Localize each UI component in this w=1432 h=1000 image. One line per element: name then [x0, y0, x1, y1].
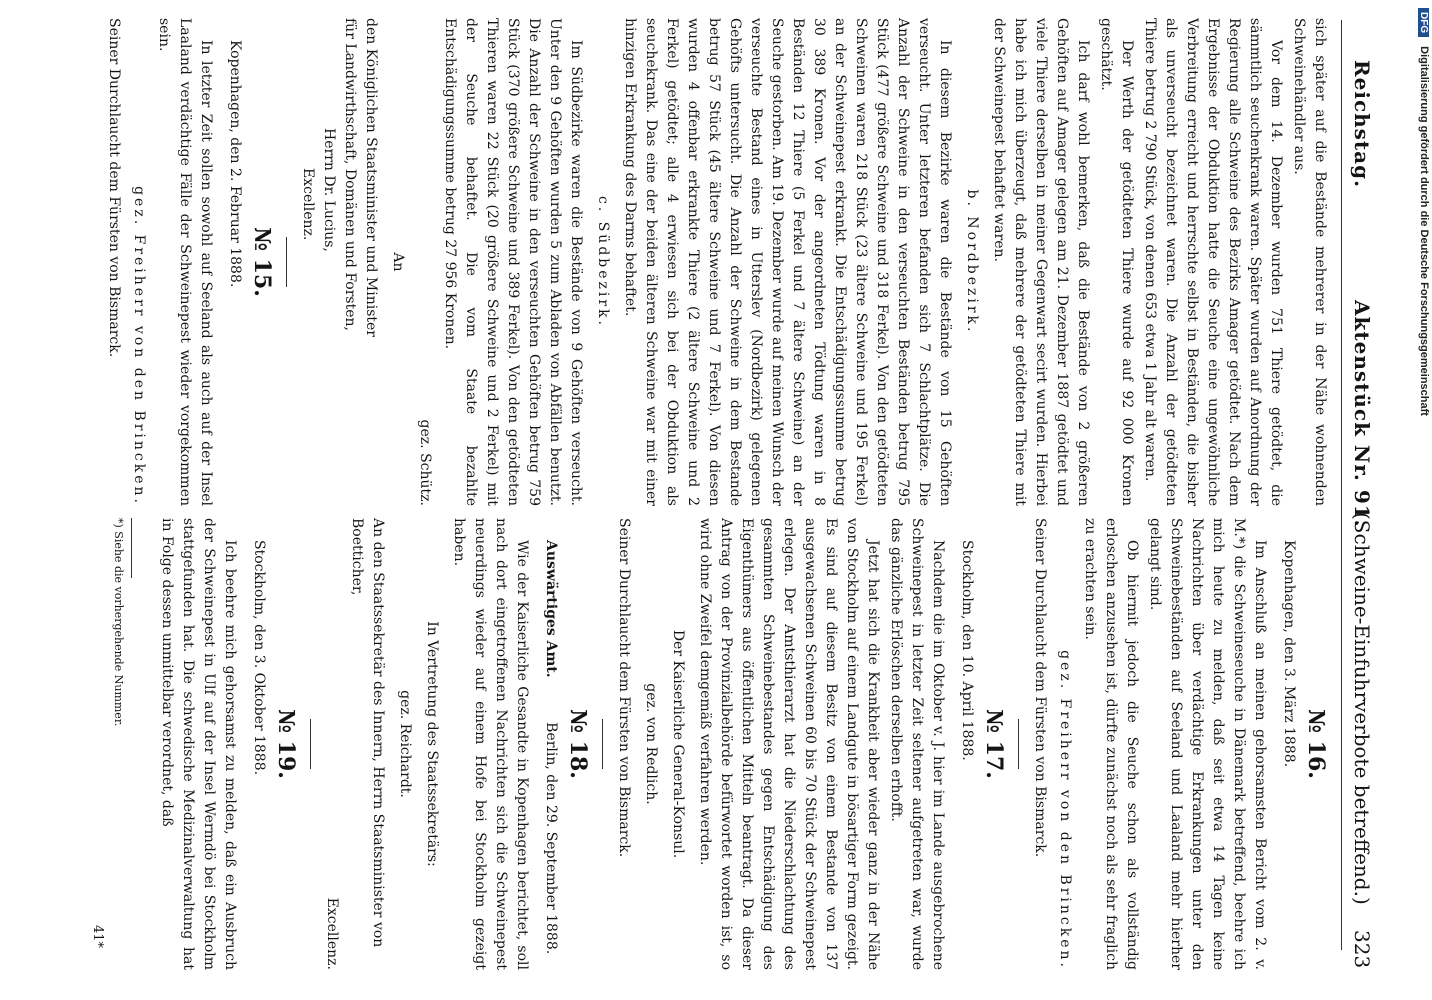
paragraph: Im Anschluß an meinen gehorsamsten Bericht vom 2. v. M.*) die Schweineseuche in Dänemark betreffend, beehre ich mich heute zu melden, daß seit etwa 14 Tagen keine Nachrichten über verdächtige Erkrankungen unter den Schweinebeständen auf Seeland und Laaland mehr hierher gelangt sind. — [1147, 518, 1268, 970]
address-line: für Landwirthschaft, Domänen und Forsten, — [342, 18, 358, 331]
paragraph: Wie der Kaiserliche Gesandte in Kopenhagen berichtet, soll nach dort eingetroffenen Nachrichten sich die Schweinepest neuerdings wieder auf einem Hofe bei Stockholm gezeigt haben. — [451, 518, 530, 970]
paragraph: Jetzt hat sich die Krankheit aber wieder ganz in der Nähe von Stockholm auf einem Landgute in bösartiger Form gezeigt. Es sind auf diesem Besitz von einem Bestande von 137 ausgewachsenen Schweinen 60 bis 70 Stück der Schweinepest erlegen. Der Amtsthierarzt hat die Niederschlachtung des gesammten Schweinebestandes gegen Entschädigung des Eigenthümers aus öffentlichen Mitteln beantragt. Da dieser Antrag von der Provinzialbehörde befürwortet worden ist, so wird ohne Zweifel demgemäß verfahren werden. — [697, 518, 881, 970]
dfg-logo: DFG — [1418, 8, 1429, 37]
right-column — [154, 518, 1330, 970]
page-header — [1336, 0, 1384, 1000]
dateline: Kopenhagen, den 2. Februar 1888. — [227, 40, 243, 288]
separator — [310, 719, 311, 769]
digitization-notice — [1410, 8, 1430, 998]
address-block — [297, 18, 408, 506]
paragraph: In letzter Zeit sollen sowohl auf Seeland als auch auf der Insel Laaland verdächtige Fälle der Schweinepest wieder vorgekommen sein. — [156, 18, 214, 506]
document-number: № 17. — [981, 709, 1007, 779]
paragraph: Ob hiermit jedoch die Seuche schon als vollständig erloschen anzusehen ist, dürfte zunächst noch als sehr fraglich zu erachten sein. — [1082, 518, 1140, 970]
paragraph: sich später auf die Bestände mehrerer in der Nähe wohnenden Schweinehändler aus. — [1291, 18, 1328, 506]
signature: In Vertretung des Staatssekretärs: — [424, 621, 440, 867]
header-rule — [1341, 20, 1342, 950]
signature: gez. von Redlich. — [643, 683, 659, 805]
addressee: Seiner Durchlaucht dem Fürsten von Bismarck. — [616, 518, 632, 858]
paragraph: Im Südbezirke waren die Bestände von 9 Gehöften verseucht. Unter den 9 Gehöften wurden 5 zum Abladen von Abfällen benutzt. Die Anzahl der Schweine in den verseuchten Gehöften betrug 759 Stück (370 größere Schweine und 389 Ferkel). Von den getödteten Thieren waren 22 Stück (20 größere Schweine und 2 Ferkel) mit der Seuche behaftet. Die vom Staate bezahlte Entschädigungssumme betrug 27 956 Kronen. — [442, 18, 584, 506]
addressee: Seiner Durchlaucht dem Fürsten von Bismarck. — [106, 18, 122, 358]
addressee-title: Excellenz. — [324, 897, 340, 970]
addressee: Seiner Durchlaucht dem Fürsten von Bismarck. — [1032, 518, 1048, 858]
header-title: Aktenstück Nr. 91. — [1350, 300, 1374, 528]
separator — [286, 237, 287, 287]
address-line: Herrn Dr. Lucius, — [321, 128, 337, 252]
footnote: *) Siehe die vorhergehende Nummer. — [112, 518, 125, 727]
signature: gez. Freiherr von den Brincken. — [131, 186, 147, 506]
separator — [602, 719, 603, 769]
section-heading: b. Nordbezirk. — [964, 189, 980, 335]
address-line: den Königlichen Staatsminister und Minister — [363, 18, 379, 337]
office-name: Auswärtiges Amt. — [543, 540, 559, 678]
page-number: 323 — [1350, 930, 1374, 969]
paragraph: Vor dem 14. Dezember wurden 751 Thiere getödtet, die sämmtlich seuchenkrank waren. Später wurden auf Anordnung der Regierung alle Schweine des Bezirks Amager getödtet. Nach dem Ergebnisse der Obduktion hatte die Seuche eine ungewöhnliche Verbreitung erreicht und herrschte selbst in Beständen, die bisher als unverseucht bezeichnet waren. Die Anzahl der getödteten Thiere betrug 2 790 Stück, von denen 653 etwa 1 Jahr alt waren. — [1142, 18, 1284, 506]
signature: gez. Reichardt. — [397, 690, 413, 798]
paragraph: Nachdem die im Oktober v. J. hier im Lande ausgebrochene Schweinepest in letzter Zeit seltener aufgetreten war, wurde das gänzliche Erlöschen derselben erhofft. — [888, 518, 946, 970]
dateline — [540, 518, 561, 970]
section-heading: c. Südbezirk. — [595, 195, 611, 329]
dateline: Stockholm, den 10. April 1888. — [959, 540, 975, 761]
paragraph: Ich darf wohl bemerken, daß die Bestände von 2 größeren Gehöften auf Amager gelegen am 21. Dezember 1887 getödtet und viele Thiere derselben in meiner Gegenwart secirt wurden. Hierbei habe ich mich überzeugt, daß mehrere der getödteten Thiere mit der Schweinepest behaftet waren. — [991, 18, 1091, 506]
dateline: Kopenhagen, den 3. März 1888. — [1281, 540, 1297, 768]
address-line: Excellenz. — [300, 168, 316, 241]
left-column — [103, 18, 1330, 506]
header-topic: (Schweine-Einfuhrverbote betreffend.) — [1350, 512, 1374, 905]
date-text: Berlin, den 29. September 1888. — [543, 722, 559, 955]
footnote-rule — [131, 518, 132, 578]
signature: gez. Freiherr von den Brincken. — [1057, 650, 1073, 970]
dateline: Stockholm, den 3. Oktober 1888. — [251, 540, 267, 776]
document-number: № 16. — [1303, 709, 1329, 779]
header-ref: Reichstag. — [1350, 60, 1374, 189]
signature: Der Kaiserliche General-Konsul. — [670, 629, 686, 859]
paragraph: Ich beehre mich gehorsamst zu melden, daß ein Ausbruch der Schweinepest in Ulf auf der Insel Wermdö bei Stockholm stattgefunden hat. Die schwedische Medizinalverwaltung hat in Folge dessen unmittelbar verordnet, daß — [159, 518, 238, 970]
document-number: № 19. — [273, 709, 299, 779]
digitization-notice-text — [1410, 8, 1430, 998]
paragraph: In diesem Bezirke waren die Bestände von 15 Gehöften verseucht. Unter letzteren befanden sich 7 Schlachtplätze. Die Anzahl der Schweine in den verseuchten Beständen betrug 795 Stück (477 größere Schweine und 318 Ferkel). Von den getödteten Schweinen waren 218 Stück (23 ältere Schweine und 195 Ferkel) an der Schweinepest erkrankt. Die Entschädigungssumme betrug 30 389 Kronen. Vor der angeordneten Tödtung waren in 8 Beständen 12 Thiere (5 Ferkel und 7 ältere Schweine) an der Seuche gestorben. Am 19. Dezember wurde auf meinen Wunsch der verseuchte Bestand eines in Utterslev (Nordbezirk) gelegenen Gehöfts untersucht. Die Anzahl der Schweine in dem Bestande betrug 57 Stück (45 ältere Schweine und 7 Ferkel). Von diesen wurden 4 offenbar erkrankte Thiere (2 ältere Schweine und 2 Ferkel) getödtet; alle 4 erwiesen sich bei der Obduktion als seuchekrank. Das eine der beiden älteren Schweine war mit einer hinzigen Erkrankung des Darms behaftet. — [622, 18, 953, 506]
addressee: An den Staatssekretär des Innern, Herrn Staatsminister von Boetticher, — [349, 518, 386, 948]
signature: gez. Schütz. — [417, 419, 433, 506]
document-number: № 18. — [565, 709, 591, 779]
paragraph: Der Werth der getödteten Thiere wurde auf 92 000 Kronen geschätzt. — [1098, 18, 1135, 506]
notice-label: Digitalisierung gefördert durch die Deutsche Forschungsgemeinschaft — [1418, 46, 1430, 416]
address-line: An — [390, 252, 406, 272]
separator — [1018, 719, 1019, 769]
sheet-signature: 41* — [90, 925, 105, 949]
document-number: № 15. — [249, 227, 275, 297]
